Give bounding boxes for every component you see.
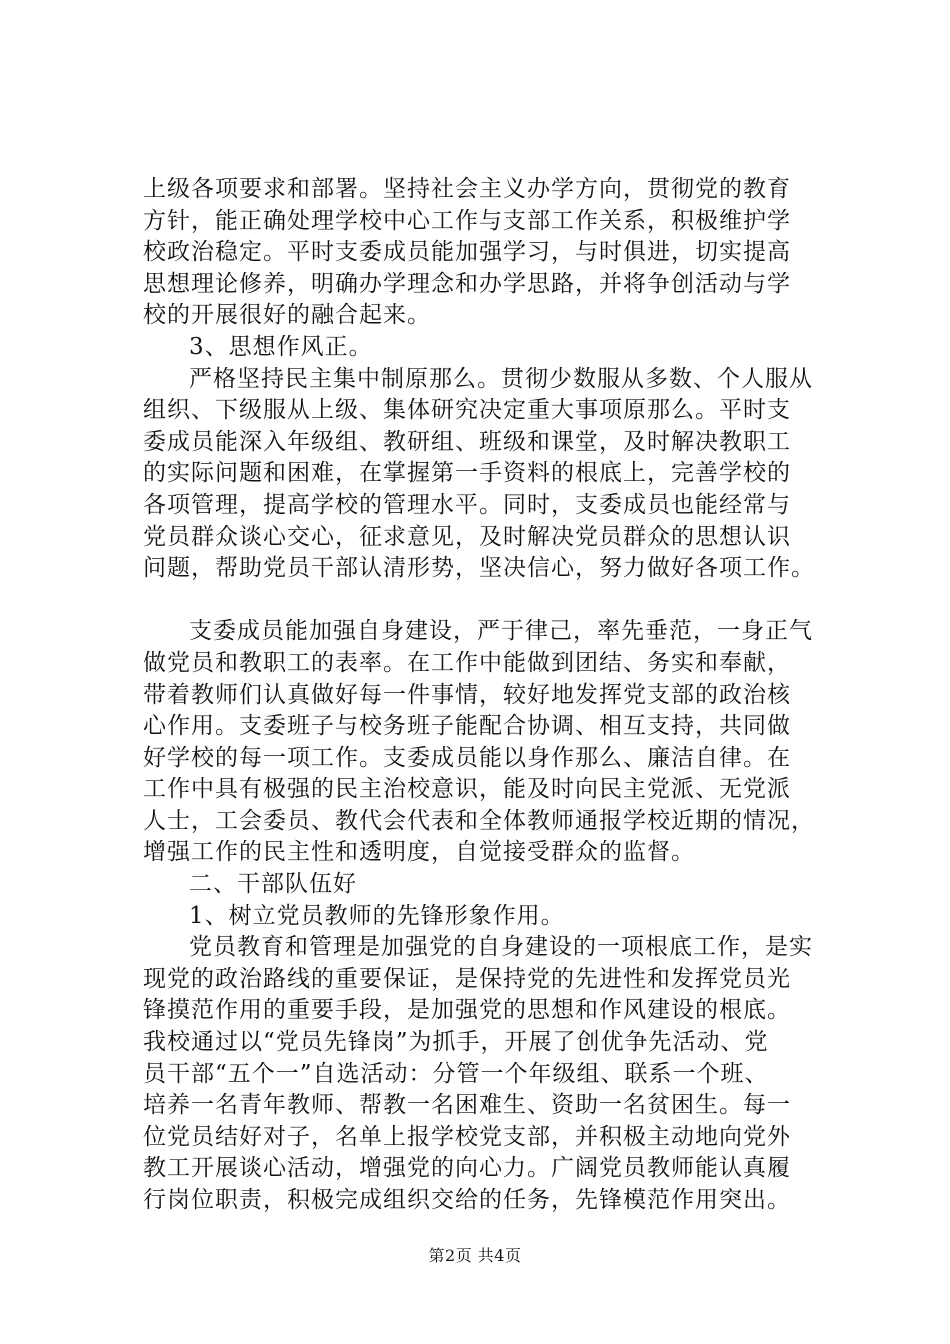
- text-line: 党员群众谈心交心，征求意见，及时解决党员群众的思想认识: [143, 523, 791, 550]
- text-line: 带着教师们认真做好每一件事情，较好地发挥党支部的政治核: [143, 681, 791, 708]
- text-line: 现党的政治路线的重要保证，是保持党的先进性和发挥党员光: [143, 965, 791, 992]
- text-line: 各项管理，提高学校的管理水平。同时，支委成员也能经常与: [143, 491, 791, 518]
- text-line: 组织、下级服从上级、集体研究决定重大事项原那么。平时支: [143, 397, 791, 424]
- text-line: 思想理论修养，明确办学理念和办学思路，并将争创活动与学: [143, 270, 791, 297]
- paragraph-gap: [143, 585, 833, 617]
- text-line: 好学校的每一项工作。支委成员能以身作那么、廉洁自律。在: [143, 744, 791, 771]
- text-line: 人士，工会委员、教代会代表和全体教师通报学校近期的情况，: [143, 807, 815, 834]
- text-line: 行岗位职责，积极完成组织交给的任务，先锋模范作用突出。: [143, 1187, 791, 1213]
- text-line: 党员教育和管理是加强党的自身建设的一项根底工作，是实: [189, 934, 813, 961]
- text-line: 培养一名青年教师、帮教一名困难生、资助一名贫困生。每一: [143, 1092, 791, 1119]
- text-line: 心作用。支委班子与校务班子能配合协调、相互支持，共同做: [143, 713, 791, 740]
- text-line: 员干部“五个一”自选活动：分管一个年级组、联系一个班、: [143, 1060, 769, 1087]
- text-line: 的实际问题和困难，在掌握第一手资料的根底上，完善学校的: [143, 460, 791, 487]
- text-line: 锋摸范作用的重要手段，是加强党的思想和作风建设的根底。: [143, 997, 791, 1024]
- text-line: 校的开展很好的融合起来。: [143, 302, 431, 329]
- text-line: 方针，能正确处理学校中心工作与支部工作关系，积极维护学: [143, 207, 791, 234]
- text-line: 做党员和教职工的表率。在工作中能做到团结、务实和奉献，: [143, 649, 791, 676]
- section-heading: 3、思想作风正。: [189, 333, 373, 360]
- text-line: 支委成员能加强自身建设，严于律己，率先垂范，一身正气: [189, 618, 813, 645]
- text-line: 位党员结好对子，名单上报学校党支部，并积极主动地向党外: [143, 1123, 791, 1150]
- text-line: 教工开展谈心活动，增强党的向心力。广阔党员教师能认真履: [143, 1155, 791, 1182]
- text-line: 校政治稳定。平时支委成员能加强学习，与时俱进，切实提高: [143, 239, 791, 266]
- text-line: 工作中具有极强的民主治校意识，能及时向民主党派、无党派: [143, 776, 791, 803]
- page-number: 第2页 共4页: [428, 1246, 522, 1265]
- section-heading: 二、干部队伍好: [189, 871, 357, 898]
- text-line: 我校通过以“党员先锋岗”为抓手，开展了创优争先活动、党: [143, 1029, 769, 1056]
- document-body: [143, 174, 833, 1217]
- section-heading: 1、树立党员教师的先锋形象作用。: [189, 902, 565, 929]
- text-line: 严格坚持民主集中制原那么。贯彻少数服从多数、个人服从: [189, 365, 813, 392]
- text-line: 问题，帮助党员干部认清形势，坚决信心，努力做好各项工作。: [143, 555, 815, 582]
- text-line: 增强工作的民主性和透明度，自觉接受群众的监督。: [143, 839, 695, 866]
- page-footer: [0, 1243, 950, 1266]
- text-line: 委成员能深入年级组、教研组、班级和课堂，及时解决教职工: [143, 428, 791, 455]
- text-line: 上级各项要求和部署。坚持社会主义办学方向，贯彻党的教育: [143, 176, 791, 202]
